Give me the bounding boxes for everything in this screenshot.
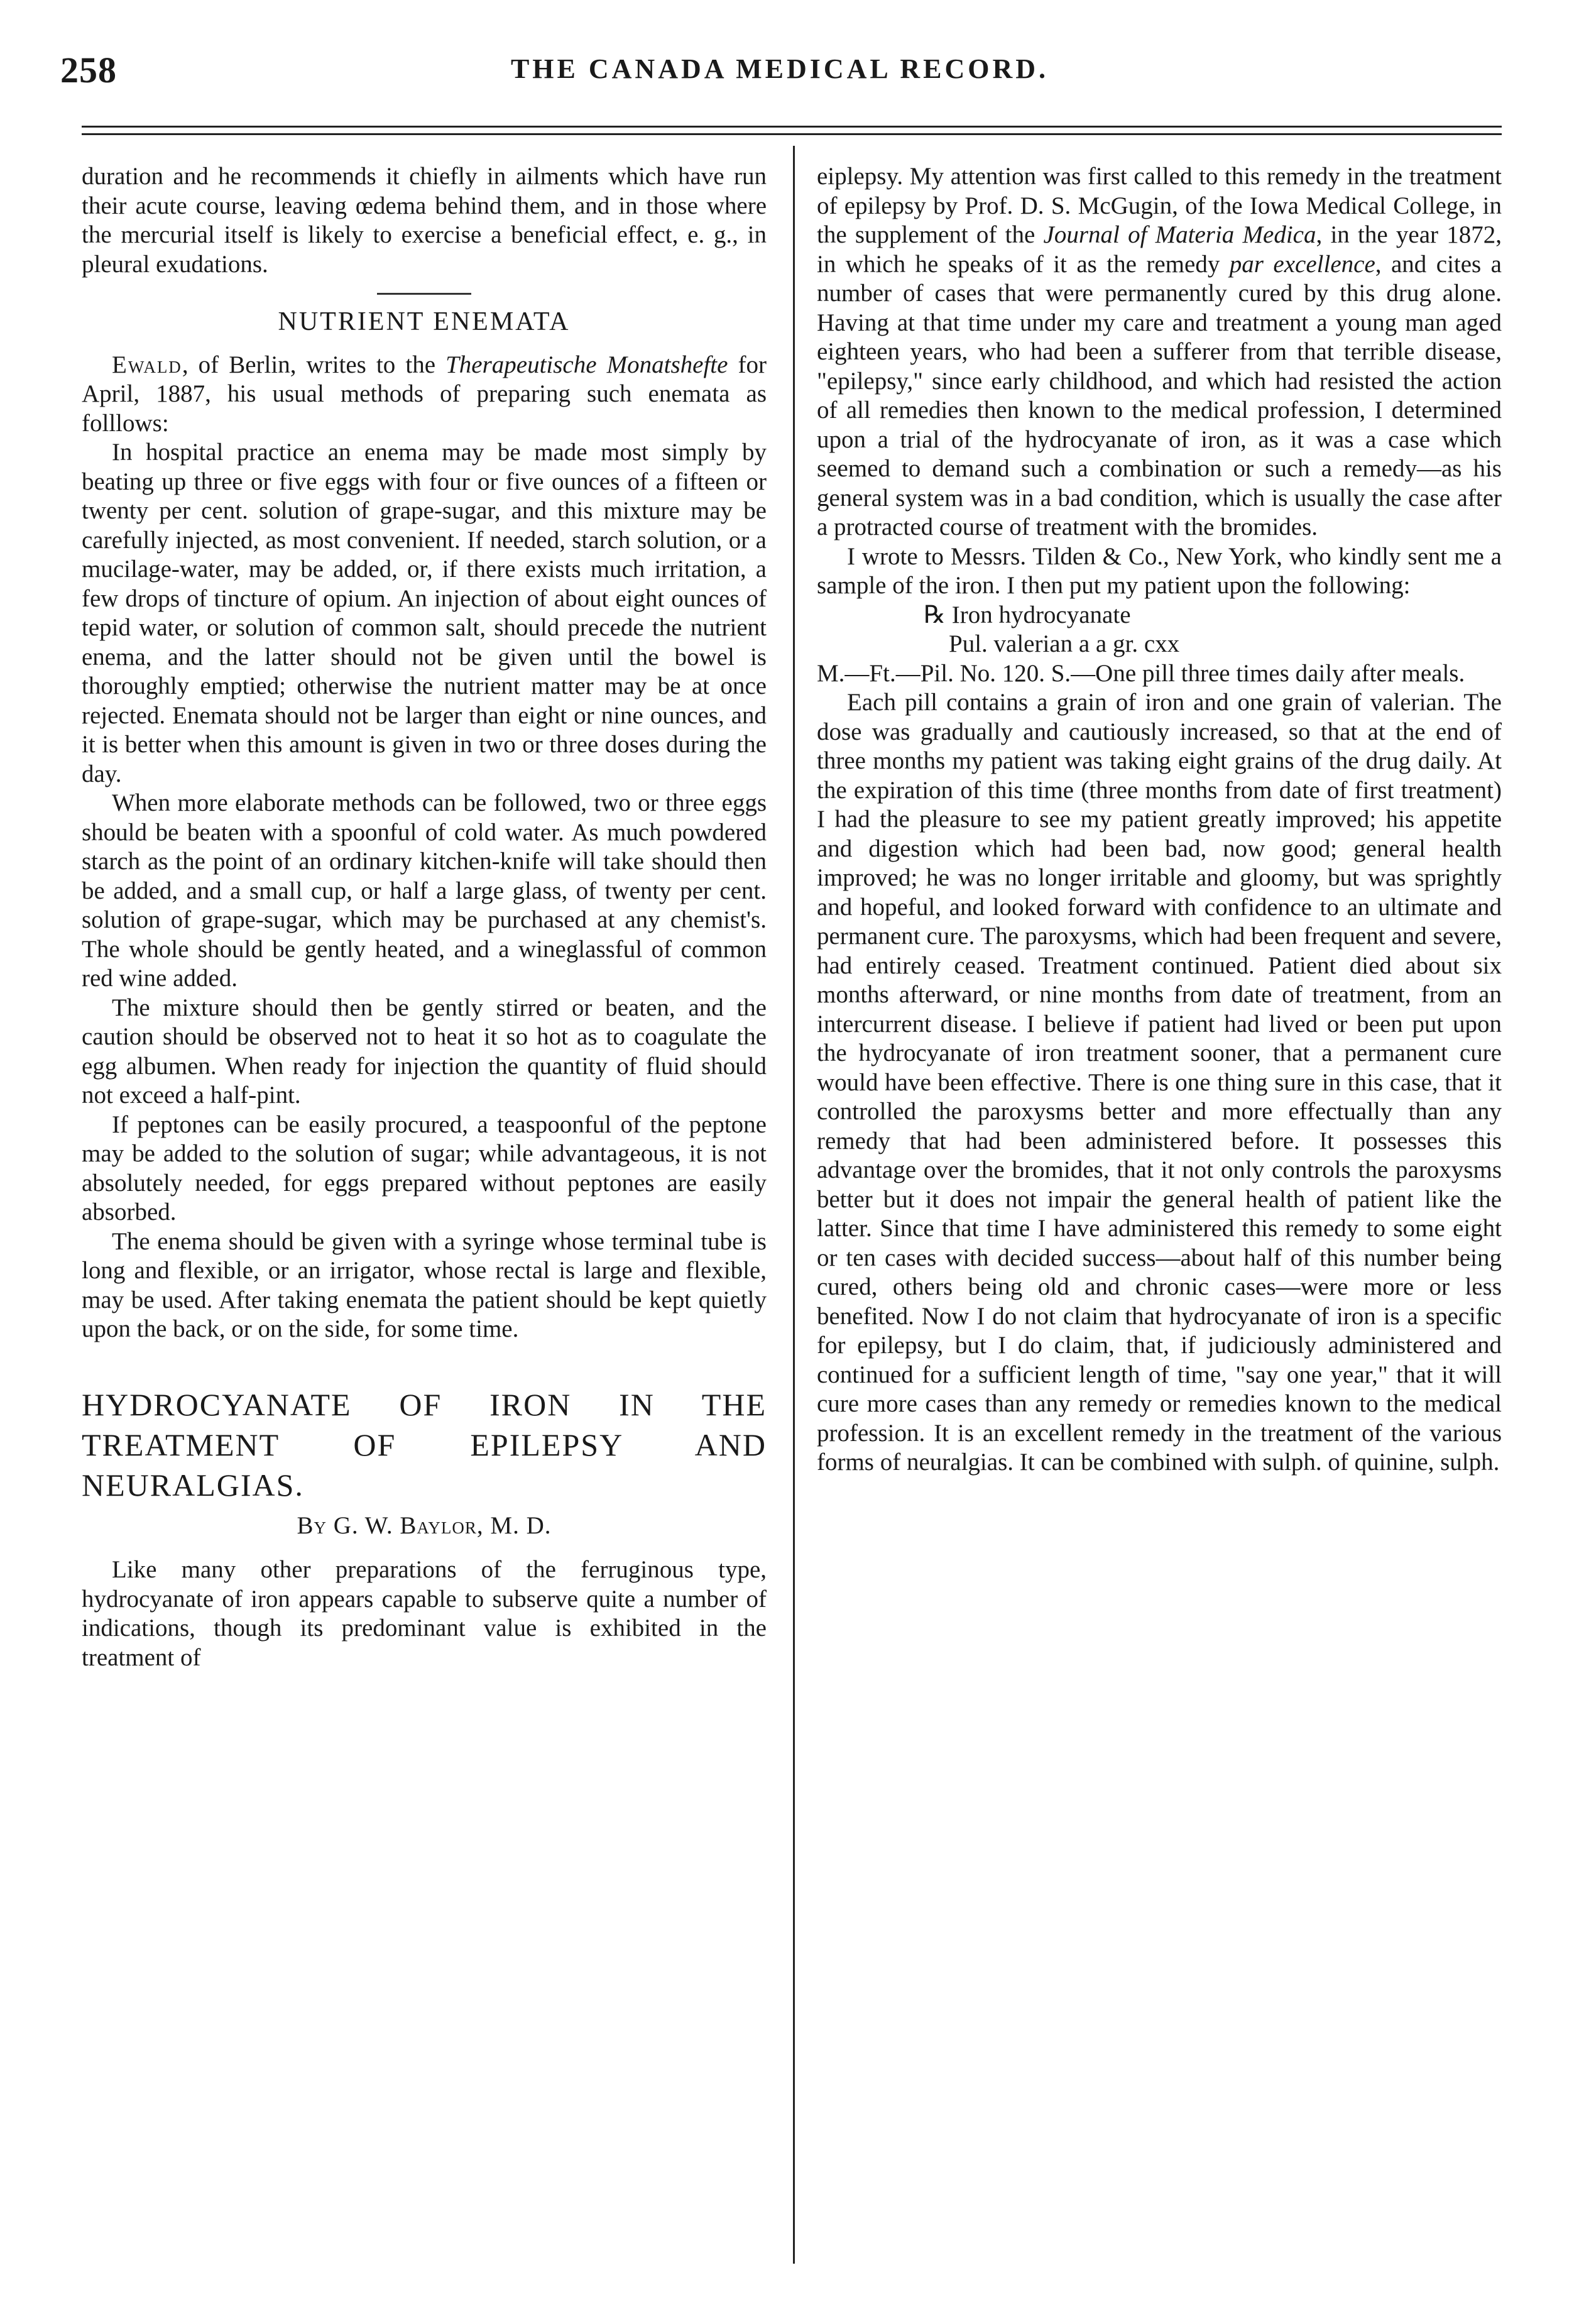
page-number: 258 [60, 50, 117, 90]
header-rule [82, 126, 1502, 128]
paragraph: Like many other preparations of the ferruginous type, hydrocyanate of iron appears capable to subserve quite a number of indications, though its predominant value is exhibited in the treatment of [82, 1556, 767, 1671]
paragraph: When more elaborate methods can be followed, two or three eggs should be beaten with a spoonful of cold water. As much powdered starch as the point of an ordinary kitchen-knife will take should then be added, and a small cup, or half a large glass, of twenty per cent. solution of grape-sugar, which may be purchased at any chemist's. The whole should be gently heated, and a wineglassful of common red wine added. [82, 789, 767, 992]
prescription-line: Pul. valerian a a gr. cxx [949, 630, 1180, 657]
section-separator [377, 293, 471, 295]
italic-phrase: par excellence [1229, 250, 1375, 278]
header-rule-double [82, 133, 1502, 135]
paragraph: Ewald, of Berlin, writes to the Therapeutische Monatshefte for April, 1887, his usual methods of preparing such enemata as folllows: [82, 351, 767, 437]
article-title-hydrocyanate: HYDROCYANATE OF IRON IN THE TREATMENT OF EPILEPSY AND NEURALGIAS. [82, 1386, 767, 1503]
running-title: THE CANADA MEDICAL RECORD. [510, 53, 1049, 84]
journal-title: Therapeutische Monatshefte [445, 351, 728, 378]
paragraph: Each pill contains a grain of iron and one grain of valerian. The dose was gradually and cautiously increased, so that at the end of three months my patient was taking eight grains of the drug daily. At the expiration of this time (three months from date of first treatment) I had the pleasure to see my patient greatly improved; his appetite and digestion which had been bad, now good; general health improved; he was no longer irritable and gloomy, but was sprightly and hopeful, and looked forward with confidence to an ultimate and permanent cure. The paroxysms, which had been frequent and severe, had entirely ceased. Treatment continued. Patient died about six months afterward, or nine months from date of treatment, from an intercurrent disease. I believe if patient had lived or been put upon the hydrocyanate of iron treatment sooner, that a permanent cure would have been effective. There is one thing sure in this case, that it controlled the paroxysms better and more effectually than any remedy that had been administered before. It possesses this advantage over the bromides, that it not only controls the paroxysms better but it does not impair the general health of patient like the latter. Since that time I have administered this remedy to some eight or ten cases with decided success—about half of this number being cured, others being old and chronic cases—were more or less benefited. Now I do not claim that hydrocyanate of iron is a specific for epilepsy, but I do claim, that, if judiciously administered and continued for a sufficient length of time, "say one year," that it will cure more cases than any remedy or remedies known to the medical profession. It is an excellent remedy in the treatment of the various forms of neuralgias. It can be combined with sulph. of quinine, sulph. [817, 689, 1502, 1476]
paragraph: The mixture should then be gently stirred or beaten, and the caution should be observed not to heat it so hot as to coagulate the egg albumen. When ready for injection the quantity of fluid should not exceed a half-pint. [82, 994, 767, 1109]
continued-paragraph: duration and he recommends it chiefly in ailments which have run their acute course, leaving œdema behind them, and in those where the mercurial itself is likely to exercise a beneficial effect, e. g., in pleural exudations. [82, 163, 767, 278]
left-column [82, 162, 767, 1672]
paragraph: If peptones can be easily procured, a teaspoonful of the peptone may be added to the solution of sugar; while advantageous, it is not absolutely needed, for eggs prepared without peptones are easily absorbed. [82, 1110, 767, 1225]
section-title-nutrient-enemata: NUTRIENT ENEMATA [278, 307, 571, 336]
paragraph: In hospital practice an enema may be made most simply by beating up three or five eggs with four or five ounces of a fifteen or twenty per cent. solution of grape-sugar, and this mixture may be carefully injected, as most convenient. If needed, starch solution, or a mucilage-water, may be added, or, if there exists much irritation, a few drops of tincture of opium. An injection of about eight ounces of tepid water, or solution of common salt, should precede the nutrient enema, and the latter should not be given until the bowel is thoroughly emptied; otherwise the nutrient matter may be at once rejected. Enemata should not be larger than eight or nine ounces, and it is better when this amount is given in two or three doses during the day. [82, 439, 767, 787]
paragraph: The enema should be given with a syringe whose terminal tube is long and flexible, or an irrigator, whose rectal is large and flexible, may be used. After taking enemata the patient should be kept quietly upon the back, or on the side, for some time. [82, 1227, 767, 1342]
right-column [817, 162, 1502, 1477]
prescription-line: ℞ Iron hydrocyanate [924, 601, 1131, 628]
author-name: Ewald [112, 351, 182, 378]
paragraph: I wrote to Messrs. Tilden & Co., New York, who kindly sent me a sample of the iron. I then put my patient upon the following: [817, 542, 1502, 599]
article-byline: By G. W. Baylor, M. D. [297, 1511, 552, 1539]
journal-title: Journal of Materia Medica [1043, 221, 1316, 248]
page-header [60, 49, 1499, 99]
prescription-directions: M.—Ft.—Pil. No. 120. S.—One pill three times daily after meals. [817, 659, 1465, 687]
continued-paragraph: eiplepsy. My attention was first called to this remedy in the treatment of epilepsy by Prof. D. S. McGugin, of the Iowa Medical College, in the supplement of the Journal of Materia Medica, in the year 1872, in which he speaks of it as the remedy par excellence, and cites a number of cases that were permanently cured by this drug alone. Having at that time under my care and treatment a young man aged eighteen years, who had been a sufferer from that terrible disease, "epilepsy," since early childhood, and which had resisted the action of all remedies then known to the medical profession, I determined upon a trial of the hydrocyanate of iron, as it was a case which seemed to demand such a combination or such a remedy—as his general system was in a bad condition, which is usually the case after a protracted course of treatment with the bromides. [817, 163, 1502, 540]
column-divider [793, 146, 795, 2264]
